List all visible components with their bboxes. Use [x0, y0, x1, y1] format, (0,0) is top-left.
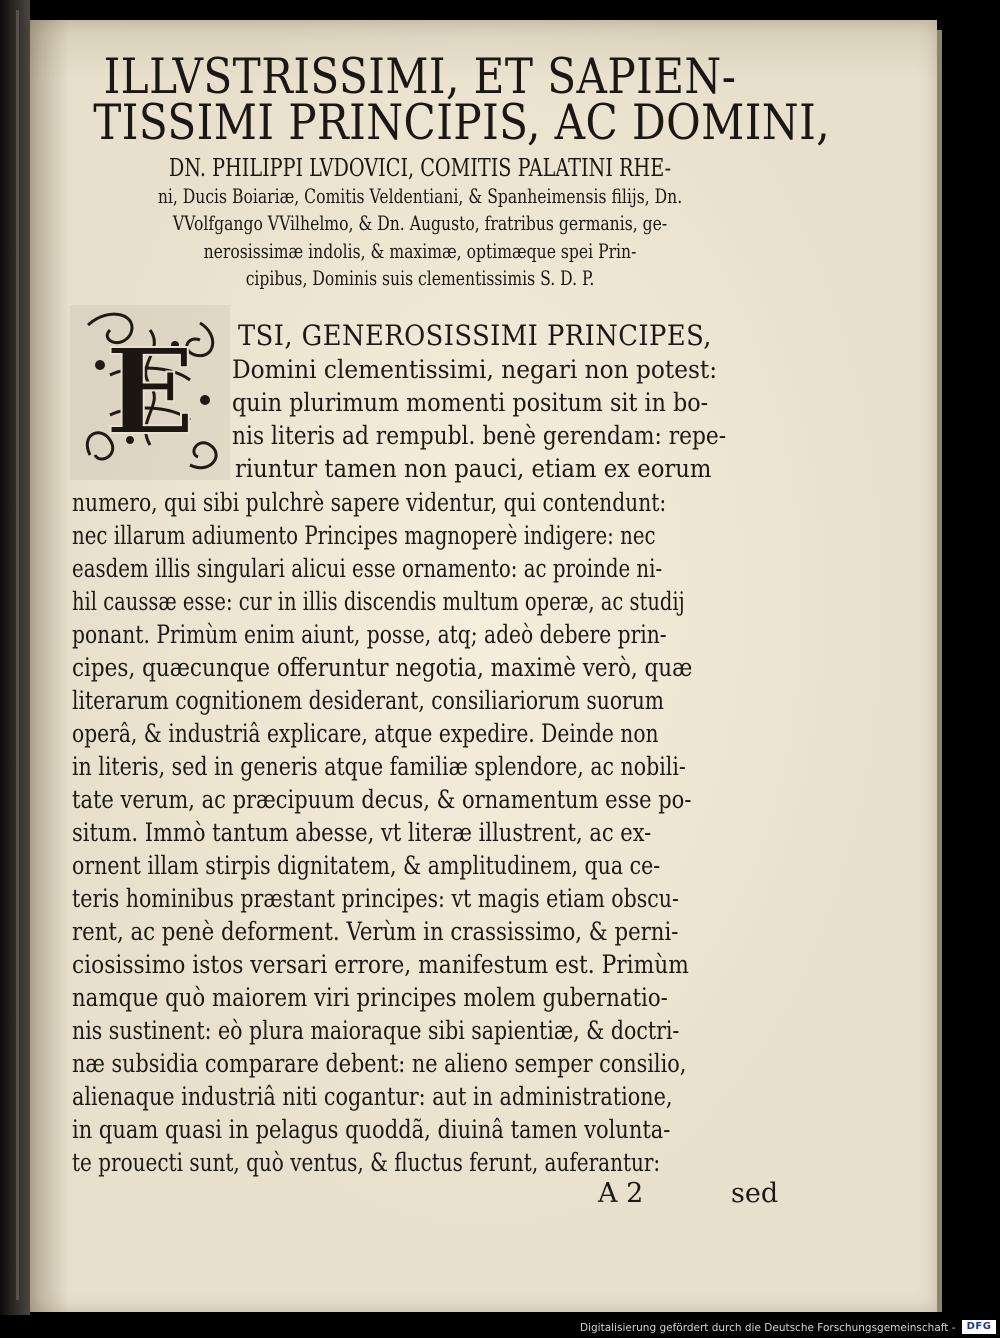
- body-line: tate verum, ac præcipuum decus, & ornamentum esse po-: [72, 785, 692, 814]
- signature-mark: A 2: [598, 1178, 644, 1209]
- initial-letter: E: [105, 322, 195, 461]
- spine-line: [16, 10, 19, 1300]
- body-line: ciosissimo istos versari errore, manifestum est. Primùm: [72, 950, 689, 979]
- body-line: te prouecti sunt, quò ventus, & fluctus ferunt, auferantur:: [72, 1148, 661, 1177]
- body-line: situm. Immò tantum abesse, vt literæ illustrent, ac ex-: [72, 818, 652, 847]
- body-line: literarum cognitionem desiderant, consiliariorum suorum: [72, 686, 664, 715]
- body-line: alienaque industriâ niti cogantur: aut in administratione,: [72, 1082, 673, 1111]
- page-edge-strip: [937, 30, 942, 1312]
- catchword: sed: [731, 1178, 779, 1209]
- body-line: teris hominibus præstant principes: vt magis etiam obscu-: [72, 884, 679, 913]
- heading-line-1: ILLVSTRISSIMI, ET SAPIEN-: [103, 48, 737, 105]
- body-line: nis sustinent: eò plura maioraque sibi sapientiæ, & doctri-: [72, 1016, 680, 1045]
- book-spine: [0, 0, 30, 1315]
- body-line: nec illarum adiumento Principes magnoperè indigere: nec: [72, 521, 656, 550]
- body-line: ponant. Primùm enim aiunt, posse, atq; adeò debere prin-: [72, 620, 667, 649]
- body-line: ornent illam stirpis dignitatem, & amplitudinem, qua ce-: [72, 851, 661, 880]
- body-line: quin plurimum momenti positum sit in bo-: [232, 388, 709, 417]
- digitization-credit: Digitalisierung gefördert durch die Deutsche Forschungsgemeinschaft -: [580, 1322, 956, 1334]
- body-line: cipes, quæcunque offeruntur negotia, maximè verò, quæ: [72, 653, 693, 682]
- body-line: næ subsidia comparare debent: ne alieno semper consilio,: [72, 1049, 687, 1078]
- body-line: hil caussæ esse: cur in illis discendis multum operæ, ac studij: [72, 587, 685, 616]
- heading-line-4: ni, Ducis Boiariæ, Comitis Veldentiani, & Spanheimensis filijs, Dn.: [157, 185, 683, 208]
- body-line: easdem illis singulari alicui esse ornamento: ac proinde ni-: [72, 554, 663, 583]
- body-line: nis literis ad rempubl. benè gerendam: repe-: [232, 421, 727, 450]
- body-line: riuntur tamen non pauci, etiam ex eorum: [235, 454, 712, 483]
- body-line: Domini clementissimi, negari non potest:: [232, 355, 718, 384]
- dfg-logo: DFG: [962, 1320, 996, 1334]
- body-line: operâ, & industriâ explicare, atque expedire. Deinde non: [72, 719, 659, 748]
- body-line: TSI, GENEROSISSIMI PRINCIPES,: [238, 319, 712, 352]
- body-line: in literis, sed in generis atque familiæ splendore, ac nobili-: [72, 752, 686, 781]
- heading-line-6: nerosissimæ indolis, & maximæ, optimæque spei Prin-: [203, 240, 637, 263]
- body-line: in quam quasi in pelagus quoddã, diuinâ tamen volunta-: [72, 1115, 671, 1144]
- body-line: numero, qui sibi pulchrè sapere videntur, qui contendunt:: [72, 488, 667, 517]
- body-line: namque quò maiorem viri principes molem gubernatio-: [72, 983, 668, 1012]
- heading-line-5: VVolfgango VVilhelmo, & Dn. Augusto, fratribus germanis, ge-: [172, 212, 668, 235]
- decorated-initial-e: [70, 305, 230, 480]
- heading-line-3: DN. PHILIPPI LVDOVICI, COMITIS PALATINI RHE-: [168, 154, 672, 182]
- right-scan-edge: [937, 30, 1000, 1312]
- heading-line-7: cipibus, Dominis suis clementissimis S. D. P.: [245, 267, 595, 290]
- body-line: rent, ac penè deforment. Verùm in crassissimo, & perni-: [72, 917, 679, 946]
- heading-line-2: TISSIMI PRINCIPIS, AC DOMINI,: [93, 94, 831, 151]
